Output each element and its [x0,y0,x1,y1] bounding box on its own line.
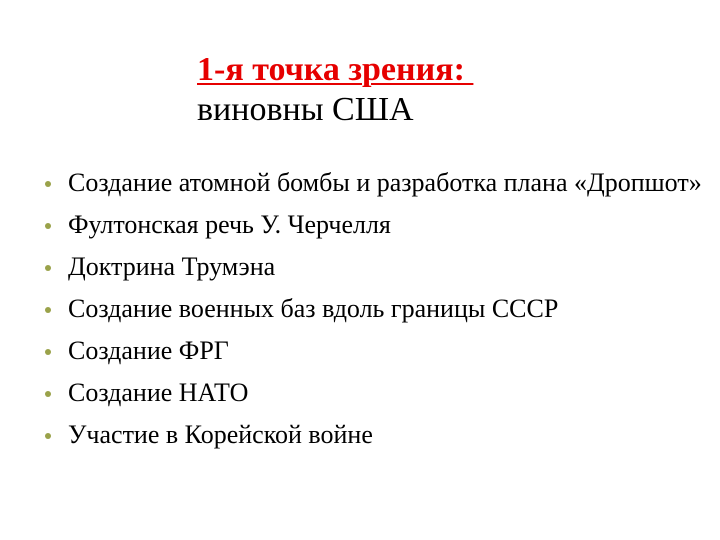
bullet-text: Создание военных баз вдоль границы СССР [68,294,559,323]
bullet-text: Создание атомной бомбы и разработка плана «Дропшот» [68,168,702,197]
bullet-text: Участие в Корейской войне [68,420,373,449]
bullet-item [42,334,702,368]
bullet-text: Создание НАТО [68,378,249,407]
bullet-item [42,376,702,410]
bullet-dot-icon [45,391,51,397]
bullet-item [42,250,702,284]
bullet-dot-icon [45,307,51,313]
bullet-list [42,166,702,460]
bullet-dot-icon [45,349,51,355]
bullet-item [42,292,702,326]
bullet-dot-icon [45,181,51,187]
slide-title [197,50,677,130]
bullet-dot-icon [45,223,51,229]
bullet-text: Создание ФРГ [68,336,229,365]
bullet-item [42,166,702,200]
bullet-dot-icon [45,265,51,271]
title-viewpoint: 1-я точка зрения: [197,51,474,88]
bullet-dot-icon [45,433,51,439]
bullet-item [42,208,702,242]
bullet-text: Доктрина Трумэна [68,252,276,281]
bullet-item [42,418,702,452]
bullet-text: Фултонская речь У. Черчелля [68,210,391,239]
title-subtitle: виновны США [197,91,414,128]
